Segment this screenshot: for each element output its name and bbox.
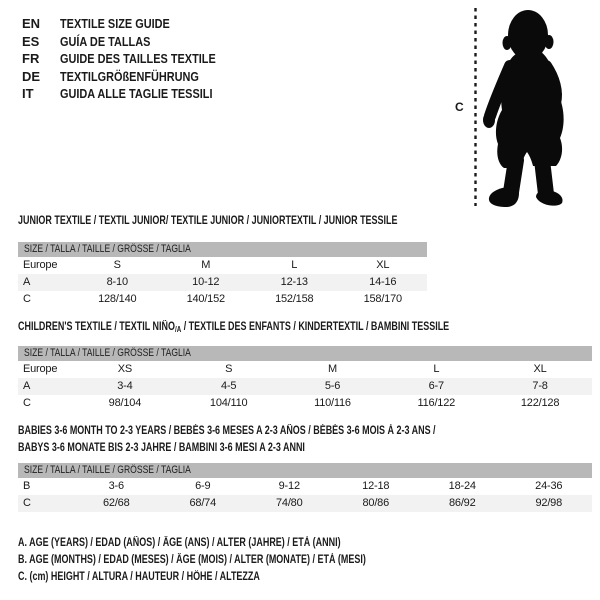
size-header-bar (18, 346, 592, 361)
row-label: Europe (23, 363, 58, 375)
table-row (18, 361, 592, 378)
title-segment: BABIES 3-6 MONTH TO 2-3 YEARS / BEBÉS 3-6 MESES A 2-3 AÑOS / BÉBÉS 3-6 MOIS À 2-3 ANS / (18, 425, 436, 437)
size-cell: XL (376, 259, 390, 271)
size-cell: 98/104 (108, 397, 142, 409)
section-title-text (18, 423, 436, 440)
size-cell: 86/92 (448, 497, 476, 509)
footnotes (18, 535, 464, 586)
size-cell: 68/74 (189, 497, 217, 509)
size-header-bar (18, 463, 592, 478)
row-label: C (23, 497, 31, 509)
language-label: TEXTILE SIZE GUIDE (60, 16, 170, 31)
language-row (22, 50, 245, 68)
children-size-table (18, 346, 592, 412)
size-header-text: SIZE / TALLA / TAILLE / GRÖSSE / TAGLIA (24, 347, 191, 359)
size-cell: 5-6 (324, 380, 341, 392)
language-list (22, 15, 245, 103)
size-cell: 140/152 (186, 293, 225, 305)
row-label: Europe (23, 259, 58, 271)
size-cell: 152/158 (275, 293, 314, 305)
language-row (22, 33, 245, 51)
size-cell: 3-4 (117, 380, 133, 392)
language-code: DE (22, 68, 41, 84)
size-cell: 6-9 (195, 480, 211, 492)
language-label: GUÍA DE TALLAS (60, 33, 151, 49)
subscript-text: /A (174, 325, 182, 334)
language-row (22, 85, 245, 103)
table-row (18, 257, 427, 274)
title-segment: / TEXTILE DES ENFANTS / KINDERTEXTIL / BAMBINI TESSILE (181, 321, 450, 333)
size-cell: 74/80 (275, 497, 303, 509)
size-cell: 128/140 (98, 293, 137, 305)
language-row (22, 68, 245, 86)
size-cell: 122/128 (520, 397, 560, 409)
size-cell: 80/86 (362, 497, 390, 509)
footnote-text: C. (cm) HEIGHT / ALTURA / HAUTEUR / HÖHE / ALTEZZA (18, 571, 260, 583)
size-header-text: SIZE / TALLA / TAILLE / GRÖSSE / TAGLIA (24, 464, 191, 476)
row-label: A (23, 380, 31, 392)
table-row (18, 395, 592, 412)
table-row (18, 291, 427, 308)
size-header-text: SIZE / TALLA / TAILLE / GRÖSSE / TAGLIA (24, 243, 191, 255)
language-code: FR (22, 51, 40, 66)
babies-table-title (18, 423, 553, 456)
footnote-text: A. AGE (YEARS) / EDAD (AÑOS) / ÂGE (ANS) / ALTER (JAHRE) / ETÀ (ANNI) (18, 537, 341, 549)
size-cell: M (201, 259, 211, 271)
size-cell: 18-24 (448, 480, 476, 492)
junior-size-table (18, 242, 427, 308)
language-code: IT (22, 86, 34, 101)
row-label: C (23, 293, 31, 305)
footnote-line (18, 535, 464, 552)
footnote-line (18, 552, 464, 569)
table-row (18, 495, 592, 512)
language-row (22, 15, 245, 33)
row-label: C (23, 397, 31, 409)
size-cell: 9-12 (278, 480, 300, 492)
size-header-bar (18, 242, 427, 257)
size-cell: 62/68 (102, 497, 130, 509)
language-code: EN (22, 16, 41, 31)
section-title-text (18, 319, 449, 339)
junior-table-title (18, 213, 504, 230)
size-cell: S (113, 259, 121, 271)
size-cell: 10-12 (192, 276, 220, 288)
title-segment: CHILDREN'S TEXTILE / TEXTIL NIÑO (18, 321, 175, 333)
size-cell: 3-6 (108, 480, 124, 492)
size-cell: 12-13 (280, 276, 308, 288)
size-cell: L (433, 363, 440, 375)
size-cell: XL (533, 363, 547, 375)
language-label: TEXTILGRÖßENFÜHRUNG (60, 68, 199, 84)
children-table-title (18, 319, 571, 339)
footnote-line (18, 569, 464, 586)
section-title-line (18, 440, 553, 457)
size-cell: 7-8 (532, 380, 548, 392)
size-cell: 158/170 (363, 293, 402, 305)
footnote-text: B. AGE (MONTHS) / EDAD (MESES) / ÂGE (MOIS) / ALTER (MONATE) / ETÀ (MESI) (18, 554, 366, 566)
title-segment: BABYS 3-6 MONATE BIS 2-3 JAHRE / BAMBINI 3-6 MESI A 2-3 ANNI (18, 441, 305, 454)
size-cell: 12-18 (362, 480, 390, 492)
size-cell: 14-16 (369, 276, 397, 288)
size-cell: 110/116 (314, 397, 351, 409)
title-segment: JUNIOR TEXTILE / TEXTIL JUNIOR/ TEXTILE JUNIOR / JUNIORTEXTIL / JUNIOR TESSILE (18, 215, 398, 227)
language-code: ES (22, 33, 40, 49)
table-row (18, 378, 592, 395)
size-cell: XS (117, 363, 133, 375)
section-title-text (18, 213, 397, 230)
table-row (18, 478, 592, 495)
size-cell: 4-5 (221, 380, 237, 392)
size-cell: M (328, 363, 337, 375)
size-cell: 8-10 (106, 276, 128, 288)
language-label: GUIDE DES TAILLES TEXTILE (60, 51, 216, 66)
height-measure-label: C (455, 100, 464, 114)
size-cell: 92/98 (535, 497, 563, 509)
table-row (18, 274, 427, 291)
size-cell: L (291, 259, 298, 271)
language-label: GUIDA ALLE TAGLIE TESSILI (60, 86, 213, 101)
section-title-line (18, 319, 571, 339)
size-cell: S (225, 363, 233, 375)
size-cell: 24-36 (535, 480, 563, 492)
baby-silhouette-icon (483, 10, 564, 207)
size-cell: 6-7 (428, 380, 444, 392)
row-label: B (23, 480, 31, 492)
babies-size-table (18, 463, 592, 512)
size-cell: 116/122 (417, 397, 456, 409)
section-title-line (18, 423, 553, 440)
size-cell: 104/110 (209, 397, 248, 409)
section-title-line (18, 213, 504, 230)
section-title-text (18, 440, 305, 457)
row-label: A (23, 276, 31, 288)
